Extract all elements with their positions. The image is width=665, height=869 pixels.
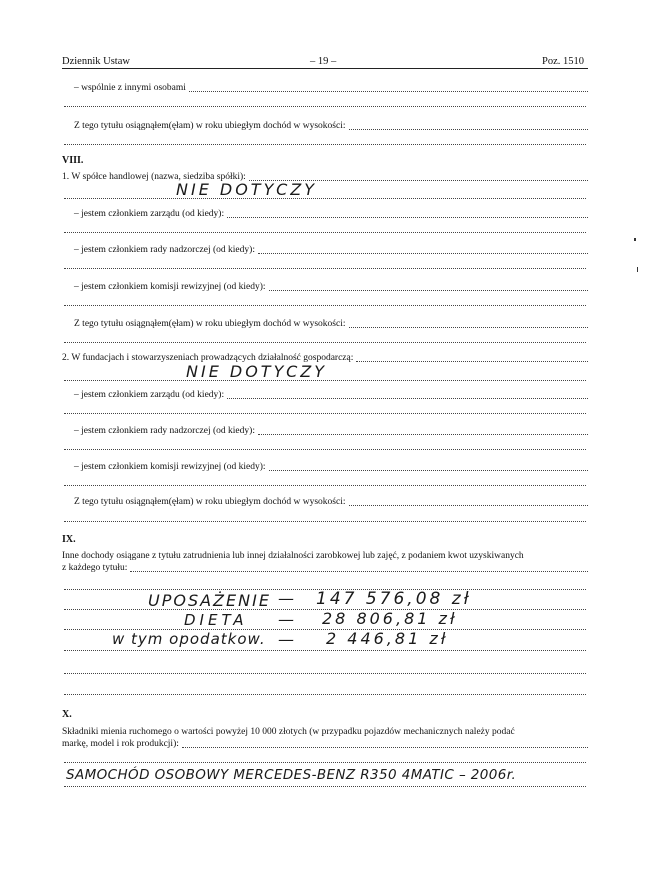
section-9-text-2-line — [62, 562, 588, 574]
hw-salary-label: UPOSAŻENIE — [148, 591, 271, 610]
hw-vehicle: SAMOCHÓD OSOBOWY MERCEDES-BENZ R350 4MATIC – 2006r. — [66, 767, 517, 783]
hw-salary-amount: 147 576,08 zł — [316, 589, 472, 609]
section-9-text-1: Inne dochody osiągane z tytułu zatrudnienia lub innej działalności zarobkowej lub zajęć, z podaniem kwot uzyskiwanych — [62, 551, 524, 561]
journal-title: Dziennik Ustaw — [62, 56, 130, 67]
dotted-line — [64, 342, 586, 343]
section-9-heading: IX. — [62, 534, 76, 545]
dotted-line — [64, 232, 586, 233]
scan-mark — [637, 267, 638, 272]
dotted-line — [64, 413, 586, 414]
dotted-line — [64, 650, 586, 651]
jointly-line — [74, 82, 588, 94]
audit-label: – jestem członkiem komisji rewizyjnej (od kiedy): — [74, 282, 266, 292]
jointly-label: – wspólnie z innymi osobami — [74, 83, 186, 93]
income2-label: Z tego tytułu osiągnąłem(ęłam) w roku ubiegłym dochód w wysokości: — [74, 497, 346, 507]
supervisory2-line — [74, 425, 588, 437]
board-line — [74, 208, 588, 220]
dotted-line — [64, 106, 586, 107]
section-9-text-2: z każdego tytułu: — [62, 563, 128, 573]
hw-diet-amount: 28 806,81 zł — [322, 609, 458, 628]
supervisory-line — [74, 244, 588, 256]
board2-label: – jestem członkiem zarządu (od kiedy): — [74, 390, 225, 400]
income-label: Z tego tytułu osiągnąłem(ęłam) w roku ubiegłym dochód w wysokości: — [74, 121, 346, 131]
dotted-line — [64, 694, 586, 695]
dotted-line — [64, 673, 586, 674]
scan-mark — [634, 238, 636, 241]
section-10-text-1: Składniki mienia ruchomego o wartości powyżej 10 000 złotych (w przypadku pojazdów mechanicznych należy podać — [62, 727, 515, 737]
hw-taxed-amount: 2 446,81 zł — [326, 629, 449, 648]
hw-salary-dash: — — [278, 589, 294, 608]
income1-line — [74, 318, 588, 330]
section-10-text-2: markę, model i rok produkcji): — [62, 739, 179, 749]
hw-diet-dash: — — [278, 610, 294, 629]
section-10-heading: X. — [62, 709, 72, 720]
dotted-line — [64, 144, 586, 145]
supervisory-label: – jestem członkiem rady nadzorczej (od kiedy): — [74, 245, 255, 255]
section-8-heading: VIII. — [62, 155, 84, 166]
position-number: Poz. 1510 — [542, 56, 584, 67]
dotted-line — [64, 521, 586, 522]
audit2-line — [74, 461, 588, 473]
item1-line — [62, 171, 588, 183]
item2-label: 2. W fundacjach i stowarzyszeniach prowadzących działalność gospodarczą: — [62, 353, 354, 363]
dotted-line — [64, 762, 586, 763]
dotted-line — [64, 485, 586, 486]
page-number: – 19 – — [310, 56, 337, 67]
income1-label: Z tego tytułu osiągnąłem(ęłam) w roku ubiegłym dochód w wysokości: — [74, 319, 346, 329]
audit-line — [74, 281, 588, 293]
dotted-line — [64, 786, 586, 787]
hw-diet-label: DIETA — [184, 611, 248, 629]
income-line — [74, 120, 588, 132]
board-label: – jestem członkiem zarządu (od kiedy): — [74, 209, 225, 219]
dotted-line — [64, 198, 586, 199]
item1-label: 1. W spółce handlowej (nazwa, siedziba spółki): — [62, 172, 246, 182]
board2-line — [74, 389, 588, 401]
dotted-line — [64, 268, 586, 269]
income2-line — [74, 496, 588, 508]
handwritten-not-applicable-1: NIE DOTYCZY — [176, 180, 317, 199]
header-rule — [62, 68, 588, 69]
hw-taxed-label: w tym opodatkow. — [112, 630, 266, 648]
hw-taxed-dash: — — [278, 630, 294, 649]
dotted-line — [64, 305, 586, 306]
dotted-line — [64, 449, 586, 450]
audit2-label: – jestem członkiem komisji rewizyjnej (od kiedy): — [74, 462, 266, 472]
handwritten-not-applicable-2: NIE DOTYCZY — [186, 362, 327, 381]
section-10-text-2-line — [62, 738, 588, 750]
supervisory2-label: – jestem członkiem rady nadzorczej (od kiedy): — [74, 426, 255, 436]
